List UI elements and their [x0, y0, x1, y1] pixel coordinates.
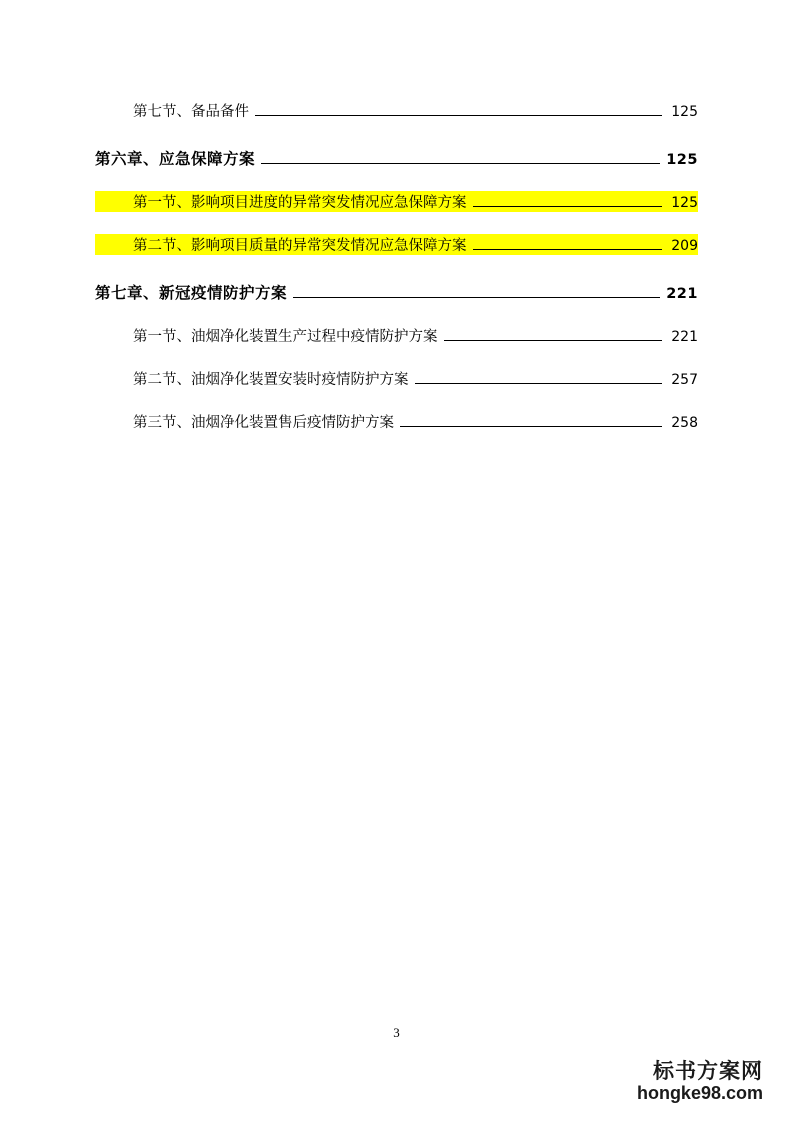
toc-entry[interactable]: [95, 191, 698, 212]
toc-entry-title: 第一节、影响项目进度的异常突发情况应急保障方案: [133, 191, 467, 212]
watermark: [637, 1059, 763, 1104]
toc-entry-title: 第二节、影响项目质量的异常突发情况应急保障方案: [133, 234, 467, 255]
toc-entry[interactable]: [95, 281, 698, 303]
toc-entry-page: 257: [671, 372, 698, 388]
toc-leader: [261, 163, 660, 164]
toc-entry-page: 209: [671, 238, 698, 254]
toc-entry[interactable]: [95, 411, 698, 432]
toc-entry-title: 第二节、油烟净化装置安装时疫情防护方案: [133, 372, 409, 388]
toc-entry[interactable]: [95, 325, 698, 346]
toc-entry-page: 221: [666, 286, 698, 302]
toc-entry-title: 第三节、油烟净化装置售后疫情防护方案: [133, 415, 394, 431]
page-number: 3: [393, 1025, 400, 1040]
toc-leader: [400, 426, 662, 427]
toc-entry[interactable]: [95, 147, 698, 169]
table-of-contents: [95, 100, 698, 432]
toc-leader: [473, 249, 663, 250]
toc-entry-page: 221: [671, 329, 698, 345]
toc-leader: [293, 297, 660, 298]
toc-leader: [415, 383, 663, 384]
toc-entry-title: 第七章、新冠疫情防护方案: [95, 284, 288, 302]
toc-entry[interactable]: [95, 100, 698, 121]
toc-leader: [255, 115, 662, 116]
toc-entry-title: 第六章、应急保障方案: [95, 150, 256, 168]
toc-entry-page: 125: [666, 152, 698, 168]
toc-entry-page: 125: [671, 104, 698, 120]
toc-entry-page: 125: [671, 195, 698, 211]
toc-entry[interactable]: [95, 368, 698, 389]
toc-entry-title: 第一节、油烟净化装置生产过程中疫情防护方案: [133, 329, 438, 345]
toc-entry-page: 258: [671, 415, 698, 431]
toc-entry-title: 第七节、备品备件: [133, 104, 249, 120]
watermark-chinese: 标书方案网: [653, 1059, 763, 1084]
watermark-url: hongke98.com: [636, 1083, 763, 1104]
toc-leader: [473, 206, 663, 207]
toc-entry[interactable]: [95, 234, 698, 255]
toc-leader: [444, 340, 663, 341]
